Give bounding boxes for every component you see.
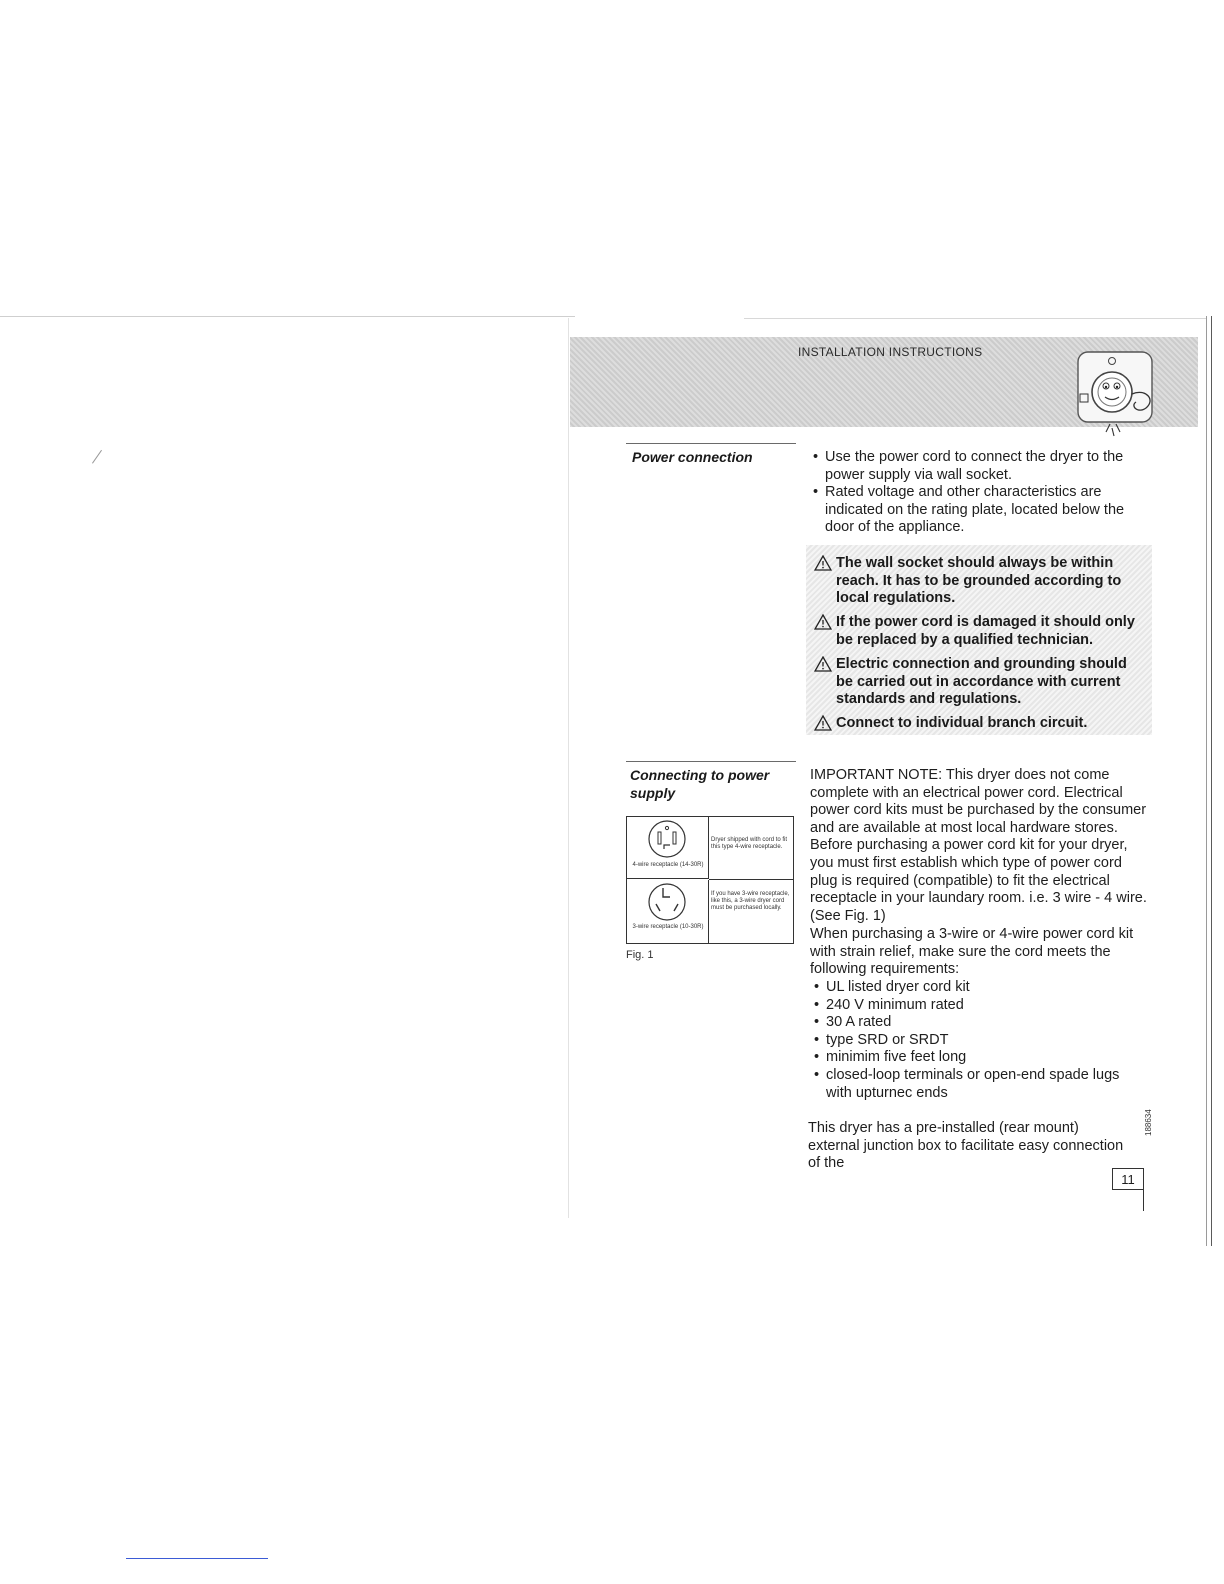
purchase-intro: When purchasing a 3-wire or 4-wire power cord kit with strain relief, make sure the cord meets the following requirements: — [810, 926, 1134, 978]
power-connection-bullets — [809, 449, 1139, 537]
scan-top-edge-right — [744, 318, 1206, 319]
page-number: 11 — [1112, 1168, 1144, 1190]
document-code: 188634 — [1144, 1109, 1153, 1136]
figure-label: Fig. 1 — [626, 949, 654, 961]
section-title: INSTALLATION INSTRUCTIONS — [798, 345, 983, 359]
list-item: • minimim five feet long — [810, 1049, 1130, 1067]
page-number-tab — [1143, 1189, 1144, 1211]
warning-text: Connect to individual branch circuit. — [836, 715, 1088, 731]
warning-item — [814, 614, 1140, 649]
warning-triangle-icon — [814, 555, 832, 571]
receptacle-figure — [626, 816, 794, 944]
3-wire-receptacle-icon — [647, 882, 687, 922]
warning-item — [814, 715, 1140, 733]
figure-row-3-wire — [627, 880, 709, 943]
junction-box-text: This dryer has a pre-installed (rear mount) external junction box to facilitate easy connection of the — [808, 1120, 1124, 1172]
figure-caption: 4-wire receptacle (14-30R) — [632, 862, 704, 868]
warning-text: The wall socket should always be within reach. It has to be grounded according to local regulations. — [836, 555, 1122, 606]
figure-note: If you have 3-wire receptacle, like this, a 3-wire dryer cord must be purchased locally. — [711, 891, 790, 911]
warning-text: Electric connection and grounding should be carried out in accordance with current standards and regulations. — [836, 656, 1127, 707]
important-note: IMPORTANT NOTE: This dryer does not come complete with an electrical power cord. Electrical power cord kits must be purchased by the consumer and are available at most local hardware stores. Before purchasing a power cord kit for your dryer, you must first establish which type of power cord plug is required (compatible) to fit the electrical receptacle in your laundary room. i.e. 3 wire - 4 wire. (See Fig. 1) — [810, 767, 1147, 924]
4-wire-receptacle-icon — [647, 819, 687, 859]
bottom-link-underline — [126, 1558, 268, 1559]
figure-caption: 3-wire receptacle (10-30R) — [632, 924, 704, 930]
list-item: • type SRD or SRDT — [810, 1032, 1130, 1050]
list-item: • 30 A rated — [810, 1014, 1130, 1032]
warning-triangle-icon — [814, 656, 832, 672]
warning-item — [814, 656, 1140, 709]
warning-text: If the power cord is damaged it should only be replaced by a qualified technician. — [836, 614, 1135, 648]
warning-triangle-icon — [814, 614, 832, 630]
list-item: • closed-loop terminals or open-end spade lugs with upturnec ends — [810, 1067, 1130, 1102]
power-connection-heading: Power connection — [632, 449, 753, 465]
scan-right-edge — [1206, 316, 1207, 1246]
scan-right-edge-outer — [1211, 316, 1212, 1246]
scan-top-edge-left — [0, 316, 575, 317]
list-item: • 240 V minimum rated — [810, 997, 1130, 1015]
page-left-edge — [568, 318, 569, 1218]
figure-note: Dryer shipped with cord to fit this type 4-wire receptacle. — [711, 837, 788, 850]
connecting-supply-rule — [626, 761, 796, 762]
power-connection-rule — [626, 443, 796, 444]
dryer-mascot-icon — [1076, 350, 1156, 438]
connecting-supply-heading: Connecting to power supply — [630, 767, 770, 801]
requirements-list — [810, 979, 1130, 1102]
figure-row-4-wire — [627, 817, 709, 879]
figure-divider — [709, 879, 793, 880]
list-item: • Use the power cord to connect the dryer to the power supply via wall socket. — [809, 449, 1139, 484]
warning-triangle-icon — [814, 715, 832, 731]
warning-item — [814, 555, 1140, 608]
list-item: • UL listed dryer cord kit — [810, 979, 1130, 997]
list-item: • Rated voltage and other characteristics are indicated on the rating plate, located below the door of the appliance. — [809, 484, 1139, 537]
scan-stray-mark — [92, 450, 102, 464]
